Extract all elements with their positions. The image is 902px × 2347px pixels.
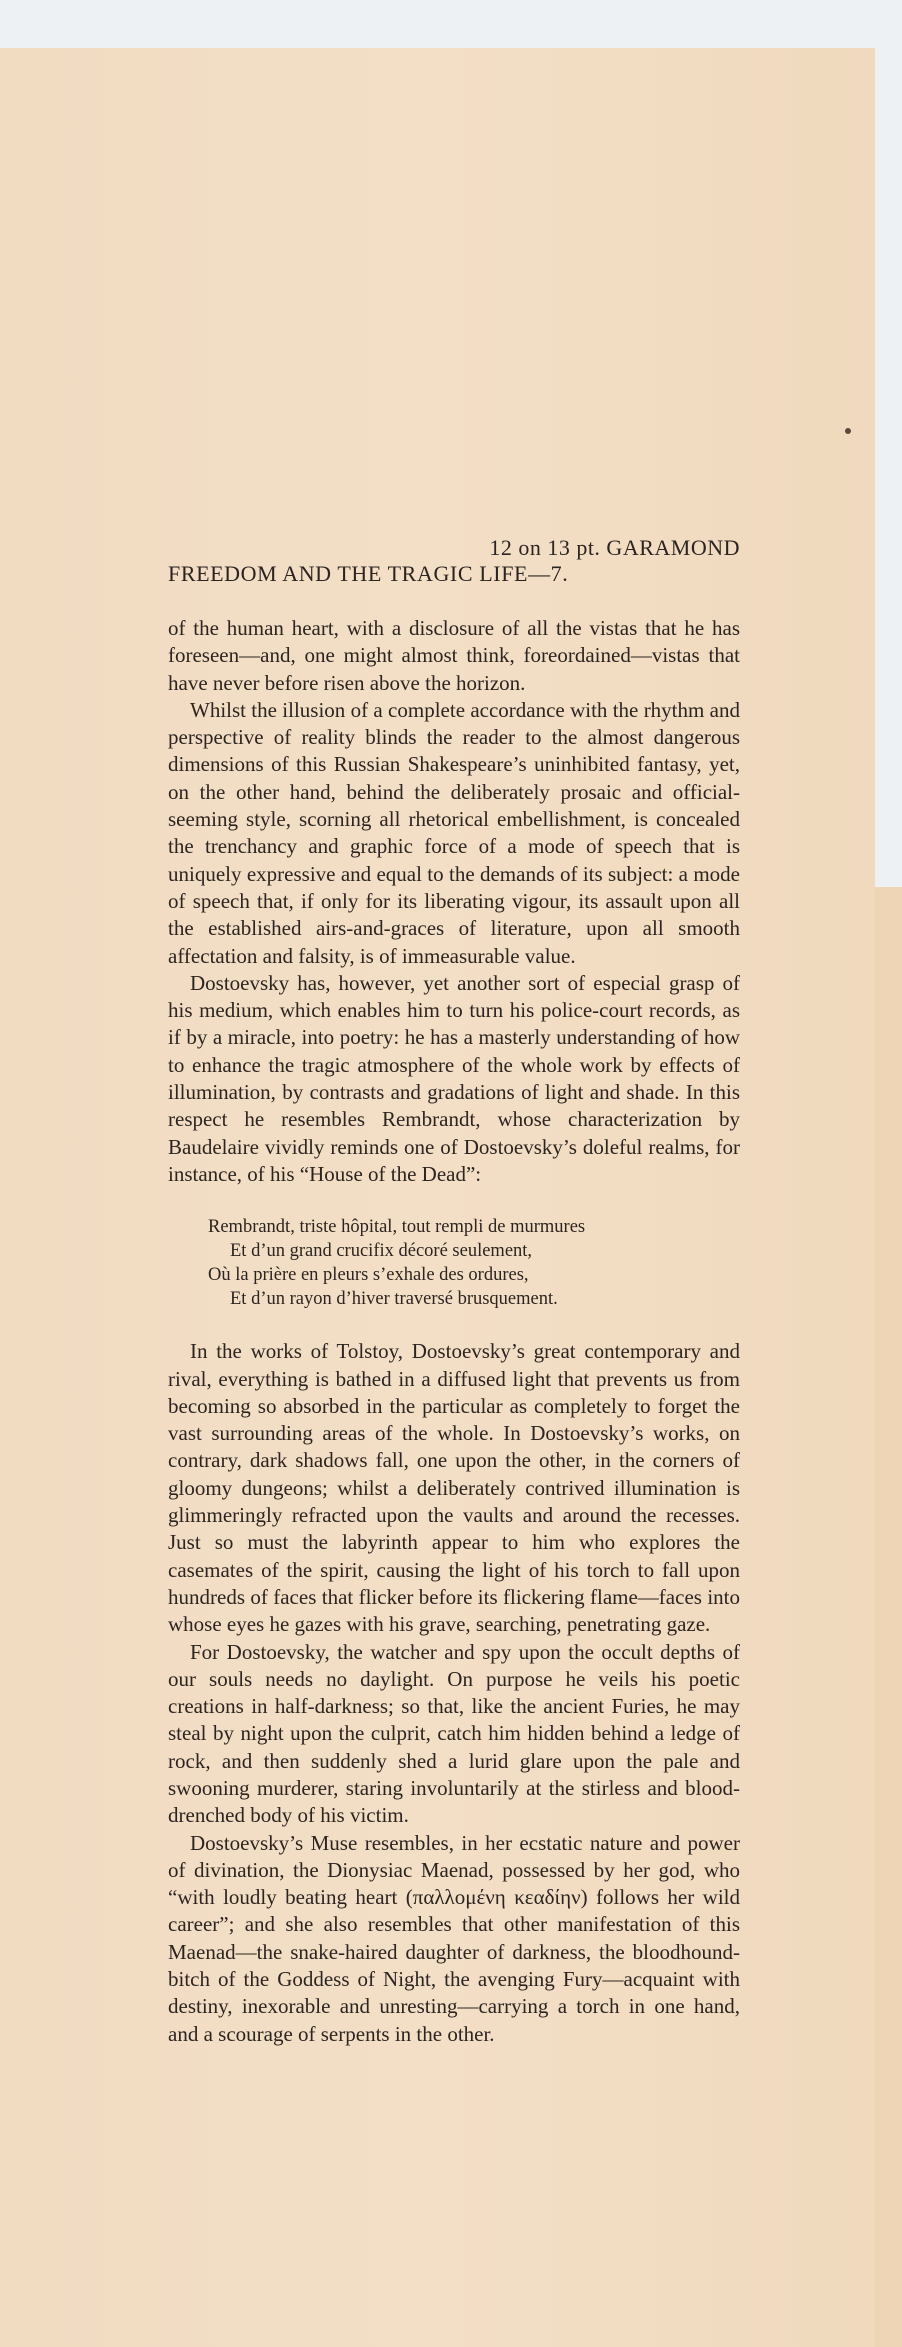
body-text — [168, 615, 740, 2048]
paragraph: Dostoevsky’s Muse resembles, in her ecstatic nature and power of divination, the Dionysiac Maenad, possessed by her god, who “with loudly beating heart (παλλομένη κεαδίην) follows her wild career”; and she also resembles that other manifestation of this Maenad—the snake-haired daughter of darkness, the bloodhound-bitch of the Goddess of Night, the avenging Fury—acquaint with destiny, inexorable and unresting—carrying a torch in one hand, and a scourage of serpents in the other. — [168, 1830, 740, 2046]
running-head: FREEDOM AND THE TRAGIC LIFE—7. — [168, 561, 569, 586]
paragraph: For Dostoevsky, the watcher and spy upon the occult depths of our souls needs no daylight. On purpose he veils his poetic creations in half-darkness; so that, like the ancient Furies, he may steal by night upon the culprit, catch him hidden behind a ledge of rock, and then suddenly shed a lurid glare upon the pale and swooning murderer, staring involuntarily at the stirless and blood-drenched body of his victim. — [168, 1639, 740, 1828]
paragraph: In the works of Tolstoy, Dostoevsky’s great contemporary and rival, everything is bathed in a diffused light that prevents us from becoming so absorbed in the particular as completely to forget the vast surrounding areas of the whole. In Dostoevsky’s works, on contrary, dark shadows fall, one upon the other, in the corners of gloomy dungeons; whilst a deliberately contrived illumination is glimmeringly refracted upon the vaults and around the recesses. Just so must the labyrinth appear to him who explores the casemates of the spirit, causing the light of his torch to fall upon hundreds of faces that flicker before its flickering flame—faces into whose eyes he gazes with his grave, searching, penetrating gaze. — [168, 1339, 740, 1637]
verse-quotation — [208, 1215, 740, 1311]
verse-line: Et d’un rayon d’hiver traversé brusquement. — [230, 1289, 558, 1310]
paragraph: Dostoevsky has, however, yet another sort of especial grasp of his medium, which enables him to turn his police-court records, as if by a miracle, into poetry: he has a masterly understanding of how to enhance the tragic atmosphere of the whole work by effects of illumination, by contrasts and gradations of light and shade. In this respect he resembles Rembrandt, whose characterization by Baudelaire vividly reminds one of Dostoevsky’s doleful realms, for instance, of his “House of the Dead”: — [168, 970, 740, 1186]
verse-line: Et d’un grand crucifix décoré seulement, — [230, 1241, 533, 1262]
paper-edge — [875, 887, 902, 2347]
paragraph: of the human heart, with a disclosure of all the vistas that he has foreseen—and, one might almost think, foreordained—vistas that have never before risen above the horizon. — [168, 616, 740, 695]
verse-line: Rembrandt, triste hôpital, tout rempli de murmures — [208, 1217, 586, 1238]
typeface-spec: 12 on 13 pt. GARAMOND — [489, 535, 740, 560]
paper-speck — [845, 428, 851, 434]
paragraph: Whilst the illusion of a complete accordance with the rhythm and perspective of reality blinds the reader to the almost dangerous dimensions of this Russian Shakespeare’s uninhibited fantasy, yet, on the other hand, behind the deliberately prosaic and official-seeming style, scorning all rhetorical embellishment, is concealed the trenchancy and graphic force of a mode of speech that is uniquely expressive and equal to the demands of its subject: a mode of speech that, if only for its liberating vigour, its assault upon all the established airs-and-graces of literature, upon all smooth affectation and falsity, is of immeasurable value. — [168, 697, 740, 968]
page-content — [168, 535, 740, 2048]
verse-line: Où la prière en pleurs s’exhale des ordures, — [208, 1265, 529, 1286]
